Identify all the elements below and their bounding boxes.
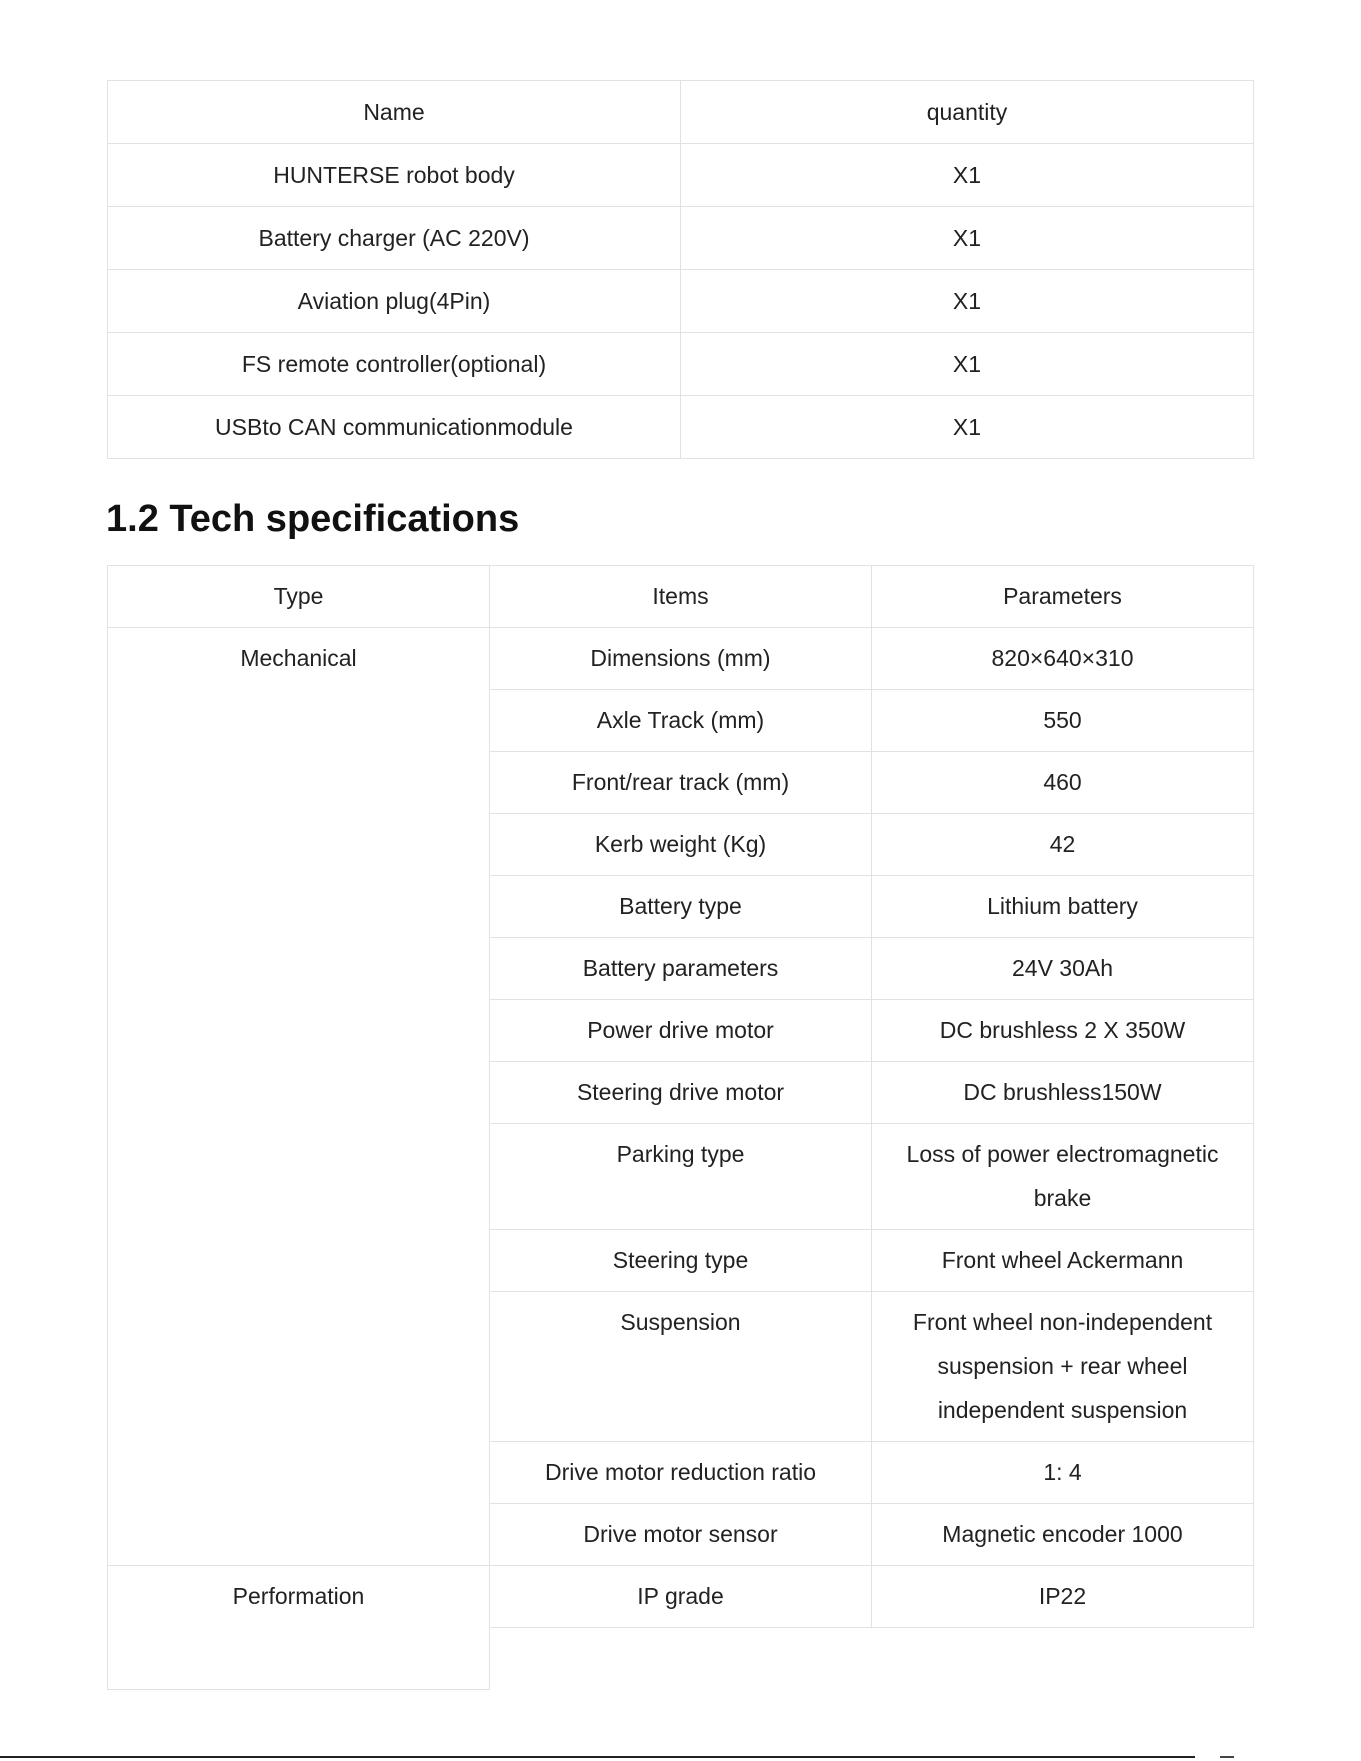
continued-item-cell <box>490 1628 872 1690</box>
header-name: Name <box>108 81 681 144</box>
spec-item: Battery type <box>490 876 872 938</box>
table-row <box>108 270 1254 333</box>
item-name: USBto CAN communicationmodule <box>108 396 681 459</box>
table-row <box>108 1566 1254 1628</box>
spec-value: 24V 30Ah <box>872 938 1254 1000</box>
item-quantity: X1 <box>681 333 1254 396</box>
item-quantity: X1 <box>681 207 1254 270</box>
item-quantity: X1 <box>681 396 1254 459</box>
spec-value: 460 <box>872 752 1254 814</box>
spec-item: Axle Track (mm) <box>490 690 872 752</box>
footer-rule <box>0 1756 1195 1758</box>
spec-item: Front/rear track (mm) <box>490 752 872 814</box>
table-row <box>108 144 1254 207</box>
spec-item: Battery parameters <box>490 938 872 1000</box>
spec-item: IP grade <box>490 1566 872 1628</box>
spec-item: Drive motor sensor <box>490 1504 872 1566</box>
table-header-row <box>108 81 1254 144</box>
spec-item: Dimensions (mm) <box>490 628 872 690</box>
item-quantity: X1 <box>681 144 1254 207</box>
group-type-mechanical: Mechanical <box>108 628 490 1566</box>
tech-specifications-table <box>107 565 1254 1690</box>
spec-value: DC brushless 2 X 350W <box>872 1000 1254 1062</box>
section-title: 1.2 Tech specifications <box>106 498 520 540</box>
spec-value: Front wheel Ackermann <box>872 1230 1254 1292</box>
table-row <box>108 333 1254 396</box>
table-row <box>108 207 1254 270</box>
spec-value: 550 <box>872 690 1254 752</box>
continued-value-cell <box>872 1628 1254 1690</box>
item-name: FS remote controller(optional) <box>108 333 681 396</box>
spec-value: Lithium battery <box>872 876 1254 938</box>
footer-dash <box>1220 1756 1234 1758</box>
spec-value: 820×640×310 <box>872 628 1254 690</box>
table-header-row <box>108 566 1254 628</box>
spec-value: Loss of power electromagnetic brake <box>872 1124 1254 1230</box>
header-type: Type <box>108 566 490 628</box>
item-name: HUNTERSE robot body <box>108 144 681 207</box>
spec-value: Magnetic encoder 1000 <box>872 1504 1254 1566</box>
spec-item: Parking type <box>490 1124 872 1230</box>
spec-item: Power drive motor <box>490 1000 872 1062</box>
table-row <box>108 628 1254 690</box>
spec-item: Kerb weight (Kg) <box>490 814 872 876</box>
spec-value: DC brushless150W <box>872 1062 1254 1124</box>
spec-value: 42 <box>872 814 1254 876</box>
package-list-table <box>107 80 1254 459</box>
header-parameters: Parameters <box>872 566 1254 628</box>
spec-item: Suspension <box>490 1292 872 1442</box>
spec-item: Steering type <box>490 1230 872 1292</box>
group-type-performation: Performation <box>108 1566 490 1690</box>
header-items: Items <box>490 566 872 628</box>
item-name: Battery charger (AC 220V) <box>108 207 681 270</box>
spec-value: IP22 <box>872 1566 1254 1628</box>
spec-value: 1: 4 <box>872 1442 1254 1504</box>
spec-item: Drive motor reduction ratio <box>490 1442 872 1504</box>
item-quantity: X1 <box>681 270 1254 333</box>
item-name: Aviation plug(4Pin) <box>108 270 681 333</box>
spec-item: Steering drive motor <box>490 1062 872 1124</box>
header-quantity: quantity <box>681 81 1254 144</box>
table-row <box>108 396 1254 459</box>
spec-value: Front wheel non-independent suspension + rear wheel independent suspension <box>872 1292 1254 1442</box>
